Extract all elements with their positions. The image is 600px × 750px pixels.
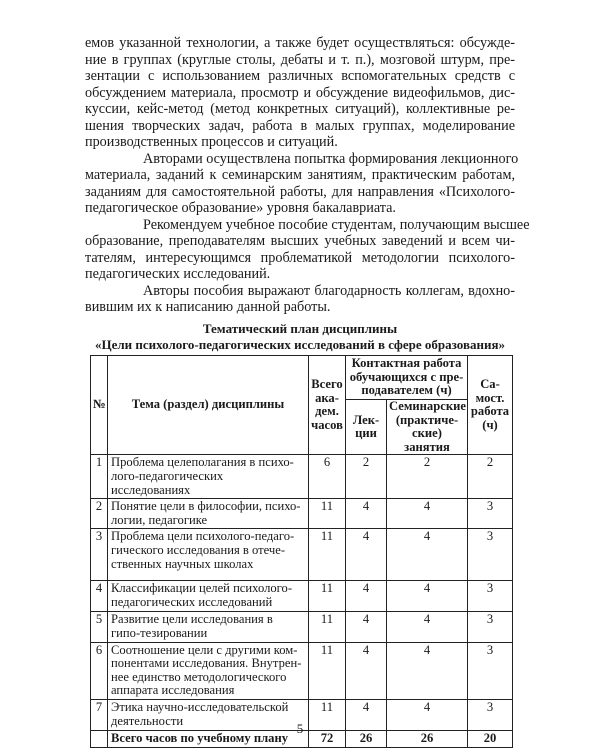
total-hours: 72	[309, 730, 346, 747]
paragraph-line: Рекомендуем учебное пособие студентам, получающим высшее	[143, 216, 530, 233]
header-lectures: Лек-ции	[346, 400, 387, 455]
paragraph-line: зентации с использованием различных вспомогательных средств с	[85, 68, 515, 84]
cell-self: 3	[468, 529, 513, 581]
table-title: Тематический план дисциплины	[202, 321, 398, 336]
table-row	[91, 581, 513, 612]
cell-lectures: 4	[346, 499, 387, 529]
cell-num: 7	[91, 699, 108, 730]
paragraph-line: Авторами осуществлена попытка формирования лекционного	[143, 150, 519, 167]
paragraph-line: педагогическое образование» уровня бакалавриата.	[85, 200, 396, 216]
paragraph-line: Авторы пособия выражают благодарность коллегам, вдохно-	[143, 282, 515, 299]
paragraph-line: образование, преподавателям высших учебных заведений и всем чи-	[85, 233, 515, 249]
cell-lectures: 4	[346, 642, 387, 699]
cell-num: 5	[91, 612, 108, 642]
paragraph-line: ние в группах (круглые столы, дебаты и т. п.), мозговой штурм, пре-	[85, 51, 515, 68]
table-row	[91, 612, 513, 642]
cell-lectures: 4	[346, 699, 387, 730]
table-row	[91, 642, 513, 699]
cell-total: 11	[309, 499, 346, 529]
cell-self: 3	[468, 499, 513, 529]
paragraph-line: обсуждением материала, просмотр и обсуждение видеофильмов, дис-	[85, 84, 515, 101]
cell-topic: Соотношение цели с другими ком-понентами исследования. Внутрен-нее единство методологического аппарата исследования	[108, 642, 309, 699]
header-num: №	[91, 356, 108, 455]
cell-seminars: 4	[387, 499, 468, 529]
table-row	[91, 455, 513, 499]
paragraph-line: емов указанной технологии, а также будет осуществляться: обсужде-	[85, 35, 515, 51]
cell-topic: Проблема целеполагания в психо-лого-педагогических исследованиях	[108, 455, 309, 499]
total-lectures: 26	[346, 730, 387, 747]
cell-seminars: 2	[387, 455, 468, 499]
cell-num: 6	[91, 642, 108, 699]
paragraph-line: куссии, кейс-метод (метод конкретных ситуаций), коллективные ре-	[85, 101, 515, 117]
paragraph-line: материала, заданий к семинарским занятиям, практическим работам,	[85, 167, 515, 183]
cell-seminars: 4	[387, 529, 468, 581]
cell-topic: Понятие цели в философии, психо-логии, педагогике	[108, 499, 309, 529]
total-seminars: 26	[387, 730, 468, 747]
cell-total: 6	[309, 455, 346, 499]
cell-self: 2	[468, 455, 513, 499]
cell-topic: Проблема цели психолого-педаго-гического исследования в отече-ственных научных школах	[108, 529, 309, 581]
header-self: Са-мост. работа (ч)	[468, 356, 513, 455]
paragraph-line: педагогических исследований.	[85, 266, 271, 282]
cell-seminars: 4	[387, 581, 468, 612]
cell-seminars: 4	[387, 612, 468, 642]
total-label: Всего часов по учебному плану	[108, 730, 309, 747]
cell-total: 11	[309, 612, 346, 642]
cell-total: 11	[309, 581, 346, 612]
body-text	[85, 35, 530, 316]
cell-self: 3	[468, 612, 513, 642]
cell-num: 4	[91, 581, 108, 612]
cell-lectures: 4	[346, 529, 387, 581]
cell-lectures: 4	[346, 581, 387, 612]
header-seminars: Семинарские (практиче-ские) занятия	[387, 400, 468, 455]
paragraph-line: тателям, интересующимся проблематикой методологии психолого-	[85, 249, 515, 266]
cell-seminars: 4	[387, 699, 468, 730]
cell-lectures: 4	[346, 612, 387, 642]
cell-num: 2	[91, 499, 108, 529]
cell-seminars: 4	[387, 642, 468, 699]
table-row	[91, 499, 513, 529]
cell-total: 11	[309, 699, 346, 730]
cell-total: 11	[309, 642, 346, 699]
paragraph-line: шения творческих задач, работа в малых группах, моделирование	[85, 117, 515, 134]
paragraph-line: производственных процессов и ситуаций.	[85, 134, 338, 150]
paragraph-line: вившим их к написанию данной работы.	[85, 299, 331, 315]
cell-num: 1	[91, 455, 108, 499]
cell-lectures: 2	[346, 455, 387, 499]
cell-num: 3	[91, 529, 108, 581]
cell-total: 11	[309, 529, 346, 581]
header-contact: Контактная работа обучающихся с пре-подавателем (ч)	[346, 356, 468, 400]
table-row	[91, 529, 513, 581]
header-total: Всего ака-дем. часов	[309, 356, 346, 455]
page-number: 5	[296, 721, 304, 736]
thematic-plan-table	[90, 355, 513, 748]
header-topic: Тема (раздел) дисциплины	[108, 356, 309, 455]
cell-topic: Развитие цели исследования в гипо-тезировании	[108, 612, 309, 642]
cell-self: 3	[468, 642, 513, 699]
cell-topic: Классификации целей психолого-педагогических исследований	[108, 581, 309, 612]
cell-self: 3	[468, 699, 513, 730]
paragraph-line: заданиям для самостоятельной работы, для направления «Психолого-	[85, 183, 515, 200]
total-self: 20	[468, 730, 513, 747]
cell-topic: Этика научно-исследовательской деятельности	[108, 699, 309, 730]
table-subtitle: «Цели психолого-педагогических исследований в сфере образования»	[95, 337, 505, 352]
cell-self: 3	[468, 581, 513, 612]
